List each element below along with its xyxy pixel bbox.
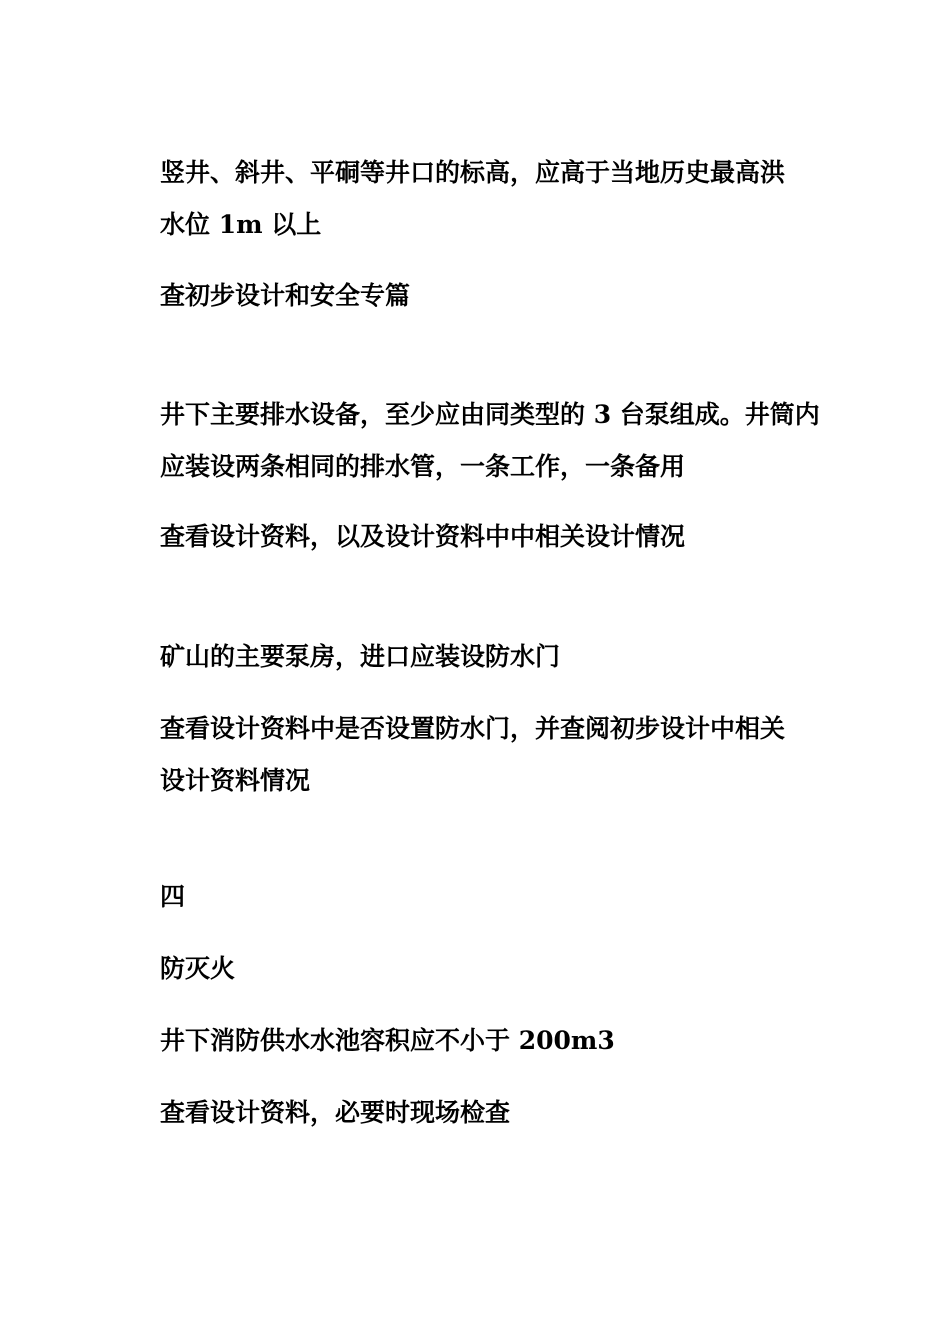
text-line: 水位 1m 以上: [160, 210, 322, 239]
text-line: 查看设计资料中是否设置防水门，并查阅初步设计中相关: [160, 714, 786, 743]
wellhead-elevation-requirement: [160, 147, 840, 251]
fire-water-pool-requirement: [160, 1015, 840, 1067]
text-line: 竖井、斜井、平硐等井口的标高，应高于当地历史最高洪: [160, 158, 786, 187]
section-number: [160, 871, 840, 923]
text-line: 查看设计资料，必要时现场检查: [160, 1098, 511, 1127]
text-line: 设计资料情况: [160, 766, 311, 795]
text-line: 四: [160, 882, 186, 911]
pump-room-check-method: [160, 703, 840, 807]
section-title: [160, 943, 840, 995]
text-line: 应装设两条相同的排水管，一条工作，一条备用: [160, 452, 686, 481]
text-line: 防灭火: [160, 954, 236, 983]
drainage-check-method: [160, 511, 840, 563]
text-line: 井下消防供水水池容积应不小于 200m3: [160, 1026, 615, 1055]
text-line: 井下主要排水设备，至少应由同类型的 3 台泵组成。井筒内: [160, 400, 820, 429]
drainage-equipment-requirement: [160, 389, 840, 493]
text-line: 矿山的主要泵房，进口应装设防水门: [160, 642, 561, 671]
fire-water-check-method: [160, 1087, 840, 1139]
wellhead-check-method: [160, 270, 840, 322]
text-line: 查初步设计和安全专篇: [160, 281, 411, 310]
pump-room-door-requirement: [160, 631, 840, 683]
text-line: 查看设计资料，以及设计资料中中相关设计情况: [160, 522, 686, 551]
